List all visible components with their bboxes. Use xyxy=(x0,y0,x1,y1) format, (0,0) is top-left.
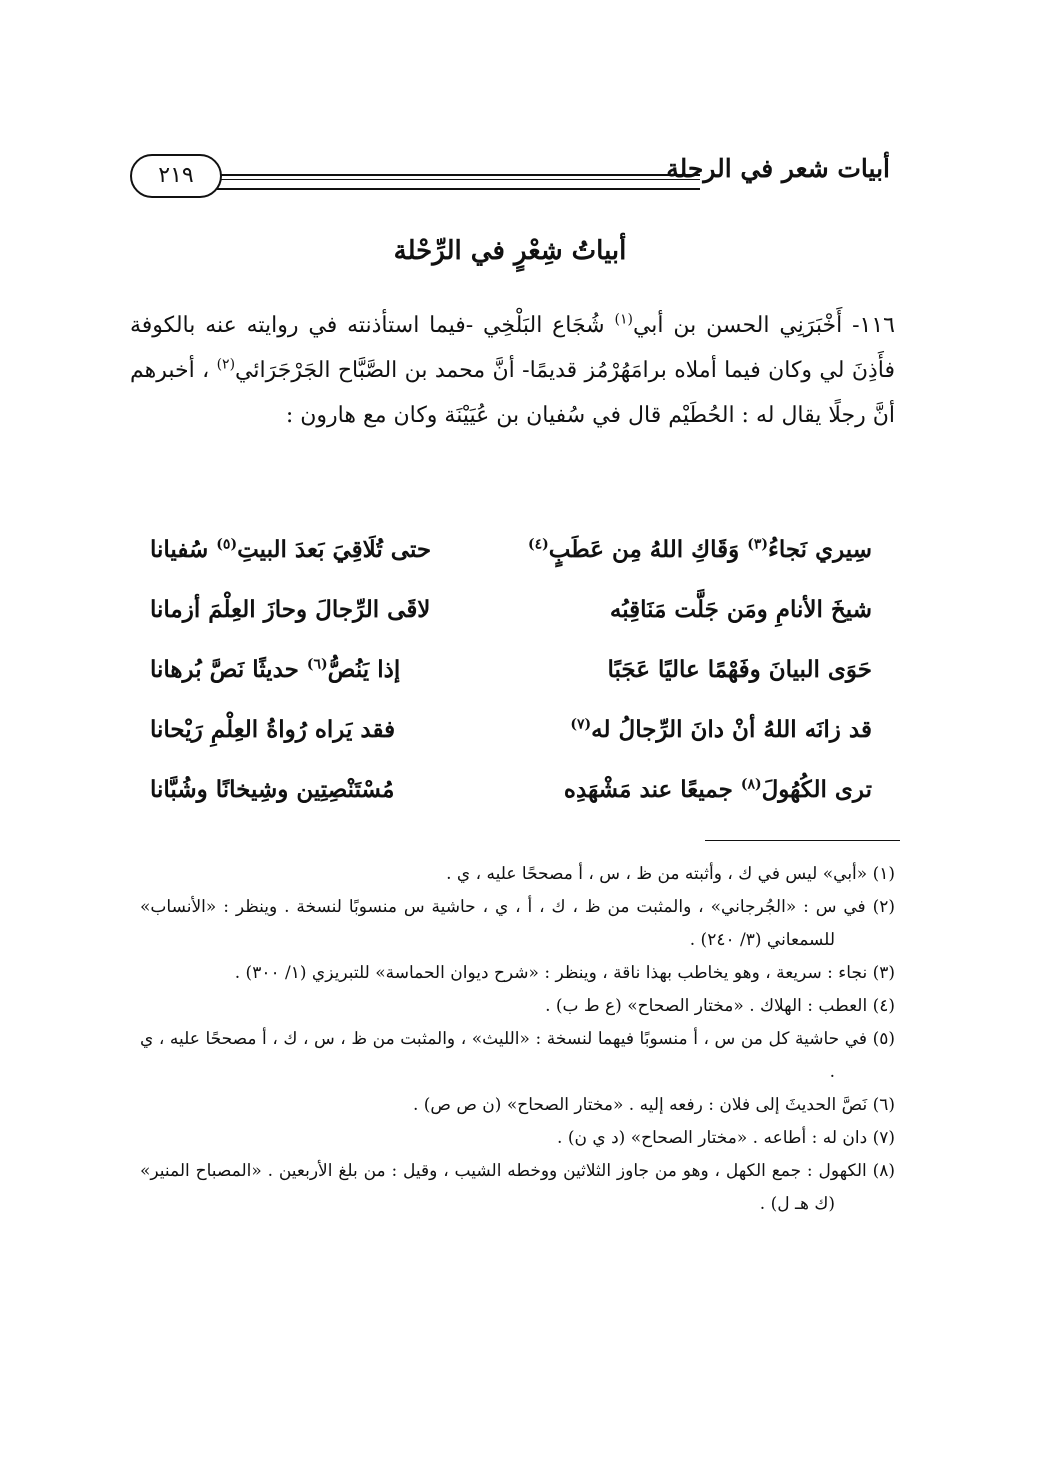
hemistich-first xyxy=(527,580,872,640)
poem xyxy=(150,520,872,820)
poem-verse xyxy=(150,760,872,820)
paragraph-segment: ، أخبرهم أنَّ رجلًا يقال له : الحُطَيْم قال في سُفيان بن عُيَيْنَة وكان مع هارون : xyxy=(130,358,895,428)
verse-text: إذا يَنُصُّ xyxy=(327,656,401,683)
footnote: (٥) في حاشية كل من س ، أ منسوبًا فيهما لنسخة : «الليث» ، والمثبت من ظ ، س ، ك ، أ مصححًا عليه ، ي . xyxy=(140,1029,895,1082)
footnote-ref: (٨) xyxy=(740,776,762,793)
verse-text: ترى الكُهُولَ xyxy=(761,776,872,803)
hemistich-second xyxy=(150,640,495,700)
verse-text: حديثًا نَصَّ بُرهانا xyxy=(150,656,307,683)
hemistich-first xyxy=(527,640,872,700)
footnote-ref: (٥) xyxy=(216,536,238,553)
footnote: (٨) الكهول : جمع الكهل ، وهو من جاوز الثلاثين ووخطه الشيب ، وقيل : من بلغ الأربعين . «المصباح المنير» (ك هـ ل) . xyxy=(140,1161,895,1214)
footnote-ref: (٣) xyxy=(747,536,769,553)
page-number: ٢١٩ xyxy=(130,154,222,198)
verse-text: سُفيانا xyxy=(150,536,217,563)
footnote-ref: (٢) xyxy=(216,356,236,373)
footnote-ref: (١) xyxy=(614,311,633,328)
footnote: (٢) في س : «الجُرجاني» ، والمثبت من ظ ، ك ، أ ، ي ، حاشية س منسوبًا لنسخة . وينظر : «الأنساب» للسمعاني (٣/ ٢٤٠) . xyxy=(140,897,895,950)
paragraph-text xyxy=(130,303,895,438)
verse-text: قد زانَه اللهُ أنْ دانَ الرِّجالُ له xyxy=(591,716,872,743)
footnote: (١) «أبي» ليس في ك ، وأثبته من ظ ، س ، أ مصححًا عليه ، ي . xyxy=(446,864,895,884)
hemistich-first xyxy=(527,520,872,580)
paragraph-segment: ١١٦- أَخْبَرَنِي الحسن بن أبي xyxy=(632,313,895,338)
footnote-ref: (٧) xyxy=(570,716,592,733)
footnote: (٧) دان له : أطاعه . «مختار الصحاح» (د ي ن) . xyxy=(557,1128,895,1148)
page-header xyxy=(130,148,890,208)
footnote-ref: (٤) xyxy=(528,536,549,553)
footnote: (٦) نَصَّ الحديثَ إلى فلان : رفعه إليه . «مختار الصحاح» (ن ص ص) . xyxy=(412,1095,895,1115)
verse-text: مُسْتَنْصِتِين وشِيخانًا وشُبَّانا xyxy=(150,776,395,803)
poem-verse xyxy=(150,640,872,700)
verse-text: وَقَاكِ اللهُ مِن عَطَبٍ xyxy=(548,536,748,563)
paragraph-segment: شُجَاع البَلْخِي -فيما استأذنته في روايته عنه بالكوفة فأَذِنَ لي وكان فيما أملاه برامَهُرْمُز قديمًا- أنَّ محمد بن الصَّبَّاح الجَرْجَرَائي xyxy=(130,313,895,383)
verse-text: جميعًا عند مَشْهَدِه xyxy=(563,776,741,803)
hemistich-first xyxy=(527,760,872,820)
hemistich-second xyxy=(150,760,495,820)
hemistich-second xyxy=(150,580,495,640)
poem-verse xyxy=(150,700,872,760)
body-paragraph xyxy=(130,303,895,438)
section-title: أبياتُ شِعْرٍ في الرِّحْلة xyxy=(393,236,627,266)
hemistich-second xyxy=(150,700,495,760)
poem-verse xyxy=(150,580,872,640)
verse-text: فقد يَراه رُواةُ العِلْمِ رَيْحانا xyxy=(150,716,396,743)
verse-text: سِيري نَجاءُ xyxy=(768,536,872,563)
poem-verse xyxy=(150,520,872,580)
verse-text: لاقَى الرِّجالَ وحازَ العِلْمَ أزمانا xyxy=(150,596,431,623)
header-rule xyxy=(210,174,700,190)
hemistich-second xyxy=(150,520,495,580)
verse-text: حتى تُلَاقِيَ بَعدَ البيتِ xyxy=(237,536,432,563)
footnote-separator xyxy=(705,840,900,841)
footnote-ref: (٦) xyxy=(306,656,328,673)
running-title: أبيات شعر في الرحلة xyxy=(666,154,890,183)
footnotes xyxy=(140,858,895,1221)
verse-text: حَوَى البيانَ وفَهْمًا عاليًا عَجَبًا xyxy=(607,656,872,683)
verse-text: شيخَ الأنامِ ومَن جَلَّت مَنَاقِبُه xyxy=(609,596,872,623)
footnote: (٤) العطب : الهلاك . «مختار الصحاح» (ع ط ب) . xyxy=(545,996,895,1016)
hemistich-first xyxy=(527,700,872,760)
footnote: (٣) نجاء : سريعة ، وهو يخاطب بهذا ناقة ، وينظر : «شرح ديوان الحماسة» للتبريزي (١/ ٣٠٠) . xyxy=(234,963,895,983)
